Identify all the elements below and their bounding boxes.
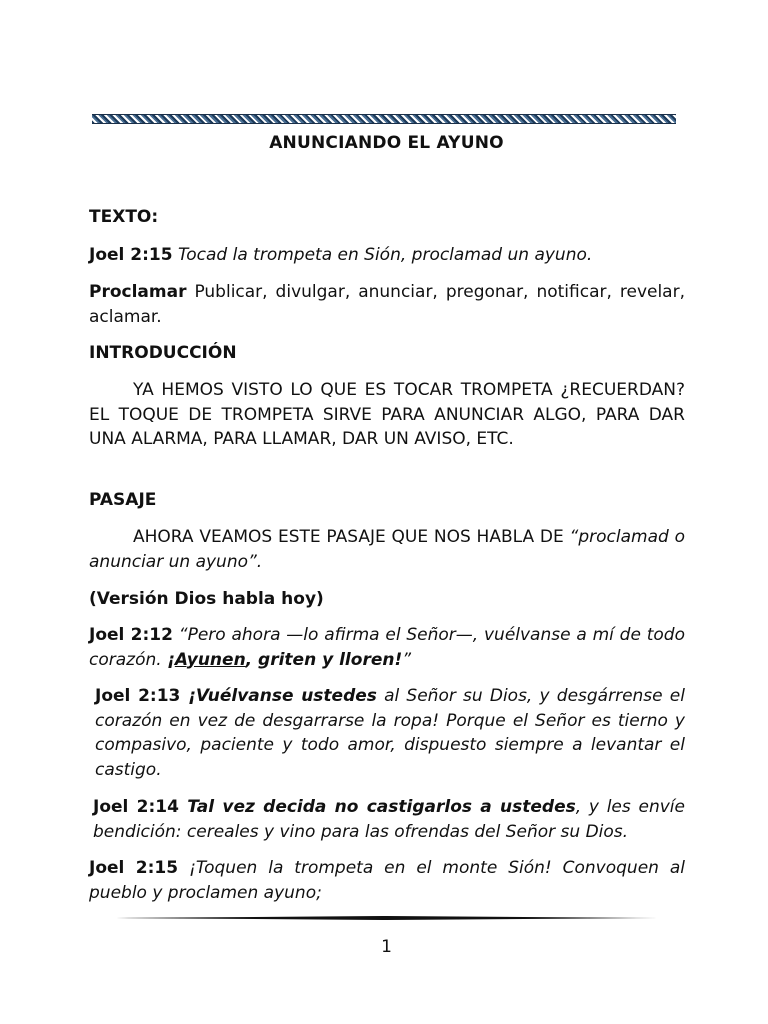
verse-joel-2-12 <box>89 623 685 672</box>
intro-paragraph: YA HEMOS VISTO LO QUE ES TOCAR TROMPETA ¿RECUERDAN? EL TOQUE DE TROMPETA SIRVE PARA ANUNCIAR ALGO, PARA DAR UNA ALARMA, PARA LLAMAR, DAR UN AVISO, ETC. <box>89 380 685 449</box>
verse-reference: Joel 2:12 <box>89 625 173 645</box>
verse-emphasis: Tal vez decida no castigarlos a ustedes <box>178 797 576 817</box>
pasaje-heading: PASAJE <box>89 490 157 510</box>
pasaje-paragraph <box>89 525 685 574</box>
verse-reference: Joel 2:15 <box>89 245 173 265</box>
proclamar-definition <box>89 280 685 329</box>
texto-heading: TEXTO: <box>89 207 159 227</box>
verse-joel-2-13 <box>95 684 685 782</box>
verse-joel-2-14 <box>93 795 685 844</box>
verse-text: ¡Toquen la trompeta en el monte Sión! Convoquen al pueblo y proclamen ayuno; <box>89 858 685 903</box>
definition-term: Proclamar <box>89 282 187 302</box>
pasaje-plain: AHORA VEAMOS ESTE PASAJE QUE NOS HABLA DE <box>133 527 570 547</box>
page-number: 1 <box>381 937 392 957</box>
verse-joel-2-15-dhh <box>89 856 685 905</box>
verse-text: al Señor su Dios, y desgárrense el corazón en vez de desgarrarse la ropa! Porque el Señor es tierno y compasivo, paciente y todo amor, dispuesto siempre a levantar el castigo. <box>95 686 685 780</box>
document-title: ANUNCIANDO EL AYUNO <box>269 133 504 153</box>
decorative-top-border <box>92 114 676 124</box>
verse-reference: Joel 2:15 <box>89 858 179 878</box>
verse-quote: “Pero ahora —lo afirma el Señor—, vuélvanse a mí de todo corazón. <box>89 625 685 670</box>
verse-text: , y les envíe bendición: cereales y vino para las ofrendas del Señor su Dios. <box>93 797 685 842</box>
decorative-bottom-rule <box>116 916 658 920</box>
verse-emphasis: ¡Vuélvanse ustedes <box>180 686 377 706</box>
verse-reference: Joel 2:14 <box>93 797 179 817</box>
definition-text: Publicar, divulgar, anunciar, pregonar, notificar, revelar, aclamar. <box>89 282 685 327</box>
verse-emphasis-underlined: Ayunen <box>174 649 246 670</box>
verse-joel-2-15-text <box>89 243 685 268</box>
verse-close-quote: ” <box>402 649 412 670</box>
verse-reference: Joel 2:13 <box>95 686 181 706</box>
verse-emphasis-open: ¡ <box>167 649 175 670</box>
pasaje-quote: “proclamad o anunciar un ayuno”. <box>89 527 685 572</box>
verse-text: Tocad la trompeta en Sión, proclamad un ayuno. <box>172 245 593 265</box>
version-heading: (Versión Dios habla hoy) <box>89 589 324 609</box>
intro-heading: INTRODUCCIÓN <box>89 343 237 363</box>
verse-emphasis-rest: , griten y lloren! <box>245 649 403 670</box>
